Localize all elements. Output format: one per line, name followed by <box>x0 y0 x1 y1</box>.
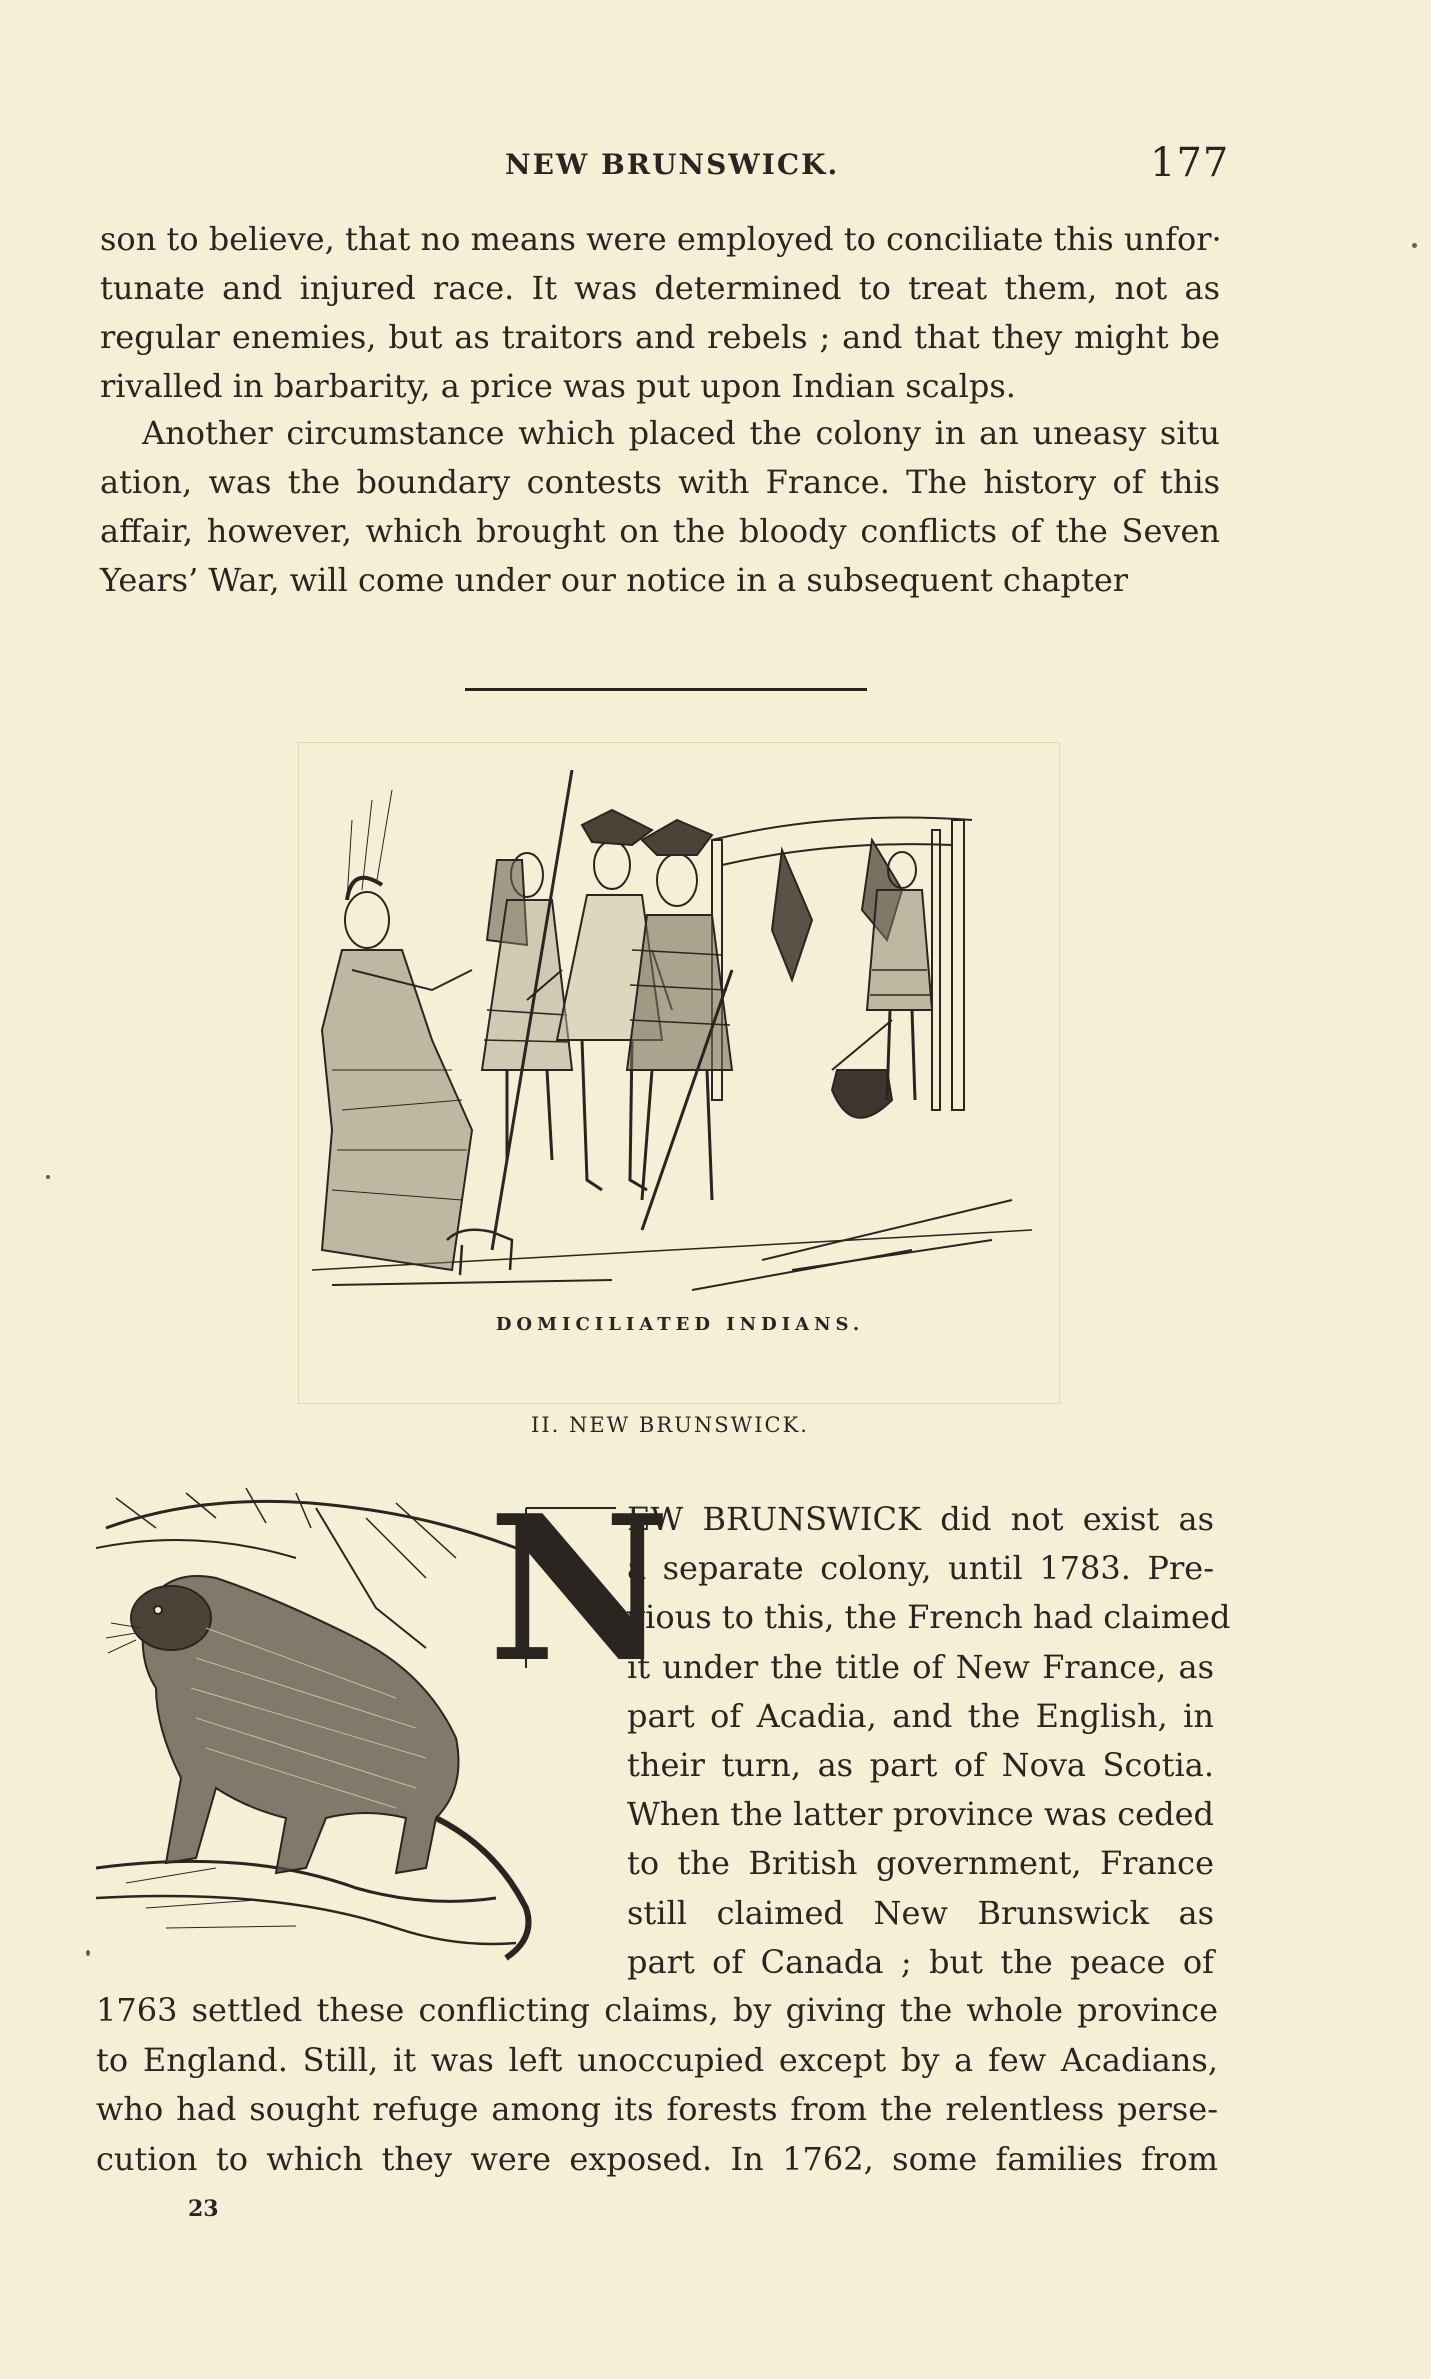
text-line: 1763 settled these conflicting claims, by giving the whole province <box>96 1991 1218 2029</box>
text-line: cution to which they were exposed. In 1762, some families from <box>96 2139 1218 2178</box>
paragraph-1 <box>100 215 1220 411</box>
running-head <box>0 140 1431 190</box>
text-line: a separate colony, until 1783. Pre- <box>627 1549 1214 1588</box>
paragraph-2 <box>100 409 1220 605</box>
text-line: When the latter province was ceded <box>627 1795 1214 1834</box>
text-line: ation, was the boundary contests with France. The history of this <box>100 463 1220 501</box>
text-line: still claimed New Brunswick as <box>627 1893 1214 1932</box>
section-heading: II. NEW BRUNSWICK. <box>531 1413 809 1437</box>
paper-speck <box>86 1950 90 1956</box>
wrapped-paragraph <box>627 1495 1231 1987</box>
text-line: to England. Still, it was left unoccupied except by a few Acadians, <box>96 2040 1218 2079</box>
text-line: son to believe, that no means were employed to conciliate this unfor· <box>100 220 1222 258</box>
text-line: part of Canada ; but the peace of <box>627 1942 1214 1981</box>
text-line: EW BRUNSWICK did not exist as <box>627 1500 1214 1538</box>
domiciliated-indians-engraving <box>312 770 1048 1310</box>
text-line: their turn, as part of Nova Scotia. <box>627 1746 1214 1785</box>
text-line: to the British government, France <box>627 1844 1214 1883</box>
text-line: regular enemies, but as traitors and rebels ; and that they might be <box>100 318 1220 356</box>
drop-cap-letter: N <box>488 1472 671 1707</box>
page-number: 177 <box>1150 140 1230 186</box>
running-title: NEW BRUNSWICK. <box>505 148 840 181</box>
text-line: Another circumstance which placed the colony in an uneasy situ <box>142 414 1220 452</box>
text-line: affair, however, which brought on the bloody conflicts of the Seven <box>100 512 1220 550</box>
text-line: part of Acadia, and the English, in <box>627 1696 1214 1735</box>
section-rule <box>465 688 867 691</box>
text-line: it under the title of New France, as <box>627 1647 1214 1686</box>
continued-paragraph <box>96 1986 1218 2184</box>
text-line: Years’ War, will come under our notice in a subsequent chapter <box>100 561 1129 599</box>
paper-speck <box>46 1175 50 1179</box>
text-line: who had sought refuge among its forests from the relentless perse- <box>96 2090 1218 2128</box>
illustration-caption: DOMICILIATED INDIANS. <box>495 1314 865 1335</box>
text-line: vious to this, the French had claimed <box>627 1598 1231 1637</box>
text-line: rivalled in barbarity, a price was put upon Indian scalps. <box>100 367 1016 405</box>
paper-speck <box>1412 243 1417 248</box>
text-line: tunate and injured race. It was determined to treat them, not as <box>100 269 1220 307</box>
signature-mark: 23 <box>188 2196 219 2222</box>
